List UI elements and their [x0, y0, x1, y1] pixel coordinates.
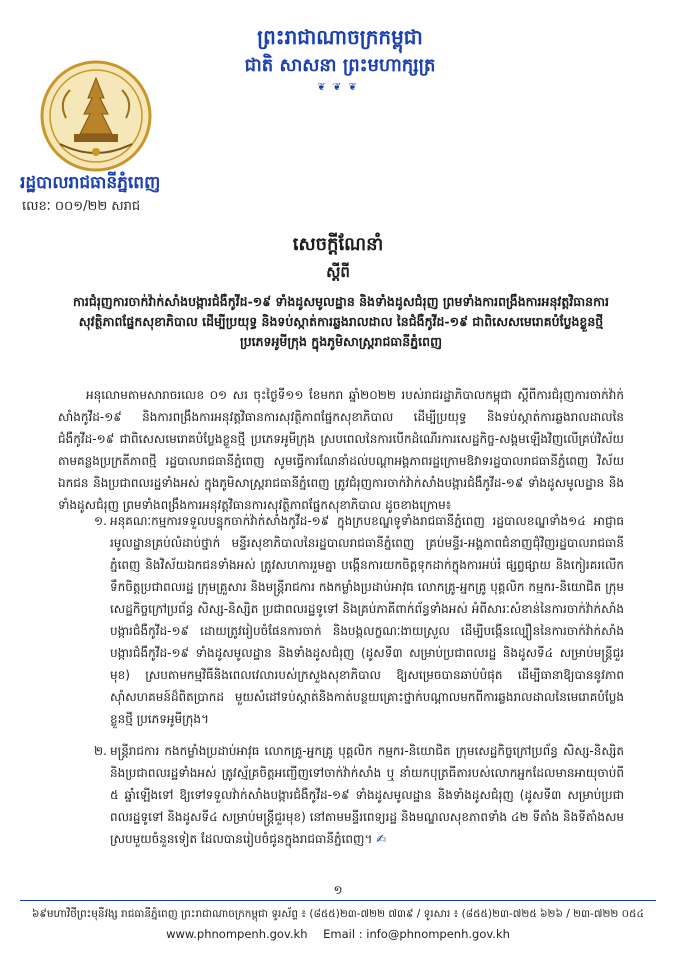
- footer-divider: [20, 900, 656, 901]
- page-number: ១: [333, 883, 343, 897]
- kingdom-heading: ព្រះរាជាណាចក្រកម្ពុជា: [257, 25, 423, 49]
- phnom-penh-emblem-icon: [38, 58, 154, 174]
- clause-1: [58, 510, 624, 730]
- clause-text: អនុគណៈកម្មការទទួលបន្ទុកចាក់វ៉ាក់សាំងកូវីដ-១៩ ក្នុងក្របខណ្ឌទូទាំងរាជធានីភ្នំពេញ រដ្ឋបាលខណ្ឌទាំង១៤ អាជ្ញាធរមូលដ្ឋានគ្រប់លំដាប់ថ្នាក់ មន្ទីរសុខាភិបាលនៃរដ្ឋបាលរាជធានីភ្នំពេញ គ្រប់មន្ទីរ-អង្គភាពជំនាញជុំវិញរដ្ឋបាលរាជធានីភ្នំពេញ និងវិស័យឯកជនទាំងអស់ ត្រូវសហការរួមគ្នា បង្កើនការយកចិត្តទុកដាក់ក្នុងការអប់រំ ផ្សព្វផ្សាយ និងកៀរគរលើកទឹកចិត្តប្រជាពលរដ្ឋ ក្រុមគ្រួសារ និងមន្ត្រីរាជការ កងកម្លាំងប្រដាប់អាវុធ លោកគ្រូ-អ្នកគ្រូ បុគ្គលិក កម្មករ-និយោជិត ក្រុមសេដ្ឋកិច្ចក្រៅប្រព័ន្ធ សិស្ស-និស្សិត ប្រជាពលរដ្ឋទូទៅ និងគ្រប់ភាគីពាក់ព័ន្ធទាំងអស់ អំពីសារៈសំខាន់នៃការចាក់វ៉ាក់សាំងបង្ការជំងឺកូវីដ-១៩ ដោយត្រូវរៀបចំផែនការចាក់ និងបង្កលក្ខណៈងាយស្រួល ដើម្បីបង្កើនល្បឿននៃការចាក់វ៉ាក់សាំងបង្ការជំងឺកូវីដ-១៩ ទាំងដូសមូលដ្ឋាន និងទាំងដូសជំរុញ (ដូសទី៣ សម្រាប់ប្រជាពលរដ្ឋ និងដូសទី៤ សម្រាប់មន្ត្រីជួរមុខ) ស្របតាមកម្មវិធីនិងពេលវេលារបស់ក្រសួងសុខាភិបាល ឱ្យសម្រេចបានឆាប់បំផុត ដើម្បីធានាឱ្យបាននូវភាពស៊ាំសហគមន៍ដ៏ពិតប្រាកដ មួយសំដៅទប់ស្កាត់និងកាត់បន្ថយគ្រោះថ្នាក់បណ្ដាលមកពីការឆ្លងរាលដាលនៃមេរោគបំប្លែងខ្លួនថ្មី ប្រភេទអូមីក្រុង។: [110, 514, 624, 726]
- document-subject: ការជំរុញការចាក់វ៉ាក់សាំងបង្ការជំងឺកូវីដ-១៩ ទាំងដូសមូលដ្ឋាន និងទាំងដូសជំរុញ ព្រមទាំងការពង្រឹងការអនុវត្តវិធានការសុវត្ថិភាពផ្នែកសុខាភិបាល ដើម្បីប្រយុទ្ធ និងទប់ស្កាត់ការឆ្លងរាលដាល នៃជំងឺកូវីដ-១៩ ជាពិសេសមេរោគបំប្លែងខ្លួនថ្មី ប្រភេទអូមីក្រុង ក្នុងភូមិសាស្ត្ររាជធានីភ្នំពេញ: [73, 294, 609, 349]
- organization-name: រដ្ឋបាលរាជធានីភ្នំពេញ: [20, 173, 161, 193]
- clause-number: ២.: [94, 744, 107, 758]
- footer-address: ៦៩មហាវិថីព្រះមុនីវង្ស រាជធានីភ្នំពេញ ព្រះរាជាណាចក្រកម្ពុជា ទូរស័ព្ទ ៖ (៨៥៥)២៣-៧២២ ៧៣៩ / ទូរសារ ៖ (៨៥៥)២៣-៧២៥ ៦២៦ / ២៣-៧២២ ០៥៤: [32, 908, 644, 920]
- footer-contact: [20, 926, 656, 942]
- website-link[interactable]: www.phnompenh.gov.kh: [166, 927, 308, 941]
- emblem-graphic: [38, 58, 154, 174]
- email-link[interactable]: Email : info@phnompenh.gov.kh: [323, 927, 510, 941]
- document-about-label: ស្ដីពី: [326, 263, 350, 281]
- intro-paragraph: អនុលោមតាមសារាចរលេខ ០១ សរ ចុះថ្ងៃទី១១ ខែមករា ឆ្នាំ២០២២ របស់រាជរដ្ឋាភិបាលកម្ពុជា ស្ដីពីការជំរុញការចាក់វ៉ាក់សាំងកូវីដ-១៩ និងការពង្រឹងការអនុវត្តវិធានការសុវត្ថិភាពផ្នែកសុខាភិបាល ដើម្បីប្រយុទ្ធ និងទប់ស្កាត់ការឆ្លងរាលដាលនៃជំងឺកូវីដ-១៩ ជាពិសេសមេរោគបំប្លែងខ្លួនថ្មី ប្រភេទអូមីក្រុង ស្របពេលនៃការបើកដំណើរការសេដ្ឋកិច្ច-សង្គមឡើងវិញលើគ្រប់វិស័យ តាមគន្លងប្រក្រតីភាពថ្មី រដ្ឋបាលរាជធានីភ្នំពេញ សូមធ្វើការណែនាំដល់បណ្ដាអង្គភាពរដ្ឋក្រោមឱវាទរដ្ឋបាលរាជធានីភ្នំពេញ វិស័យឯកជន និងប្រជាពលរដ្ឋទាំងអស់ ក្នុងភូមិសាស្ត្ររាជធានីភ្នំពេញ ត្រូវជំរុញការចាក់វ៉ាក់សាំងបង្ការជំងឺកូវីដ-១៩ ទាំងដូសមូលដ្ឋាន និងទាំងដូសជំរុញ ព្រមទាំងពង្រឹងការអនុវត្តវិធានការសុវត្ថិភាពផ្នែកសុខាភិបាល ដូចខាងក្រោម៖: [58, 388, 624, 512]
- clause-2: [58, 740, 624, 850]
- header-ornament: ❦ ❦ ❦: [317, 82, 359, 93]
- clause-number: ១.: [94, 514, 107, 528]
- initial-mark-icon: ✍: [376, 832, 387, 846]
- reference-number: លេខៈ ០០១/២២ សរាជ: [22, 199, 141, 214]
- document-type-title: សេចក្ដីណែនាំ: [292, 234, 384, 255]
- clause-text: មន្ត្រីរាជការ កងកម្លាំងប្រដាប់អាវុធ លោកគ្រូ-អ្នកគ្រូ បុគ្គលិក កម្មករ-និយោជិត ក្រុមសេដ្ឋកិច្ចក្រៅប្រព័ន្ធ សិស្ស-និស្សិត និងប្រជាពលរដ្ឋទាំងអស់ ត្រូវស្ម័គ្រចិត្តអញ្ជើញទៅចាក់វ៉ាក់សាំង ឬ នាំយកបុត្រធីតារបស់លោកអ្នកដែលមានអាយុចាប់ពី ៥ ឆ្នាំឡើងទៅ ឱ្យទៅទទួលវ៉ាក់សាំងបង្ការជំងឺកូវីដ-១៩ ទាំងដូសមូលដ្ឋាន និងទាំងដូសជំរុញ (ដូសទី៣ សម្រាប់ប្រជាពលរដ្ឋទូទៅ និងដូសទី៤ សម្រាប់មន្ត្រីជួរមុខ) នៅតាមមន្ទីរពេទ្យរដ្ឋ និងមណ្ឌលសុខភាពទាំង ៤២ ទីតាំង និងទីតាំងសមស្របមួយចំនួនទៀត ដែលបានរៀបចំជូនក្នុងរាជធានីភ្នំពេញ។: [110, 744, 624, 846]
- national-motto: ជាតិ សាសនា ព្រះមហាក្សត្រ: [244, 55, 436, 76]
